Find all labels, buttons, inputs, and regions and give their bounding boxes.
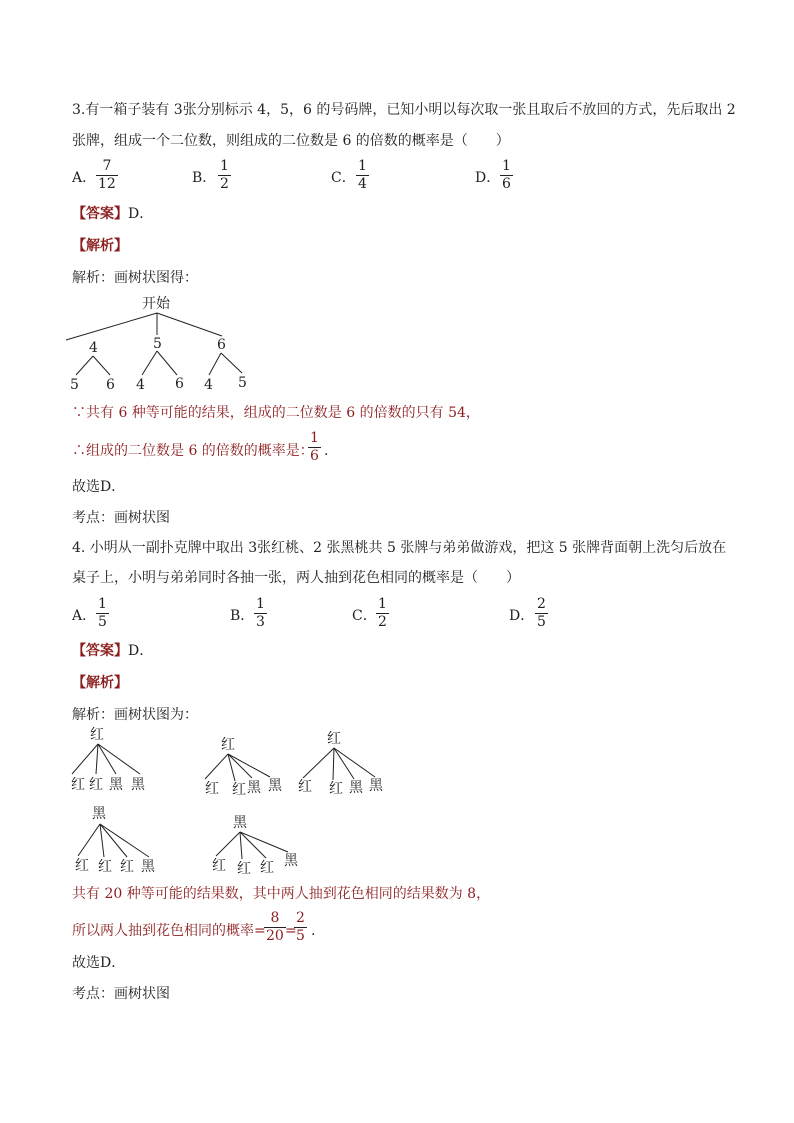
q4-option-a-fraction: 1 5 <box>98 596 107 630</box>
q4-tree5-leaf: 红 <box>260 860 274 876</box>
q4-reason-1: 共有 20 种等可能的结果数，其中两人抽到花色相同的结果数为 8， <box>72 886 491 902</box>
q4-tree3-leaf: 黑 <box>349 780 363 796</box>
q3-option-b-fraction: 1 2 <box>220 158 229 192</box>
q4-stem-line2: 桌子上，小明与弟弟同时各抽一张，两人抽到花色相同的概率是（ ） <box>72 570 520 586</box>
q4-stem-line1: 4. 小明从一副扑克牌中取出 3张红桃、2 张黑桃共 5 张牌与弟弟做游戏，把这 5 张牌背面朝上洗匀后放在 <box>72 540 727 556</box>
q4-option-d-fraction: 2 5 <box>537 596 546 630</box>
q4-tree2-leaf: 黑 <box>268 778 282 794</box>
q3-tree-leaf: 4 <box>136 377 145 393</box>
q3-tree-root: 开始 <box>142 296 170 312</box>
q4-answer-tag: 【答案】D． <box>72 643 154 659</box>
q3-conclusion: 故选D． <box>72 479 126 495</box>
q4-tree5-leaf: 红 <box>237 861 251 877</box>
q4-tree4-leaf: 红 <box>75 858 89 874</box>
q3-topic: 考点：画树状图 <box>72 510 170 526</box>
q4-option-d-label: D． <box>509 608 535 624</box>
q3-option-a-label: A． <box>72 170 97 186</box>
q4-tree4-leaf: 红 <box>120 859 134 875</box>
q3-answer-tag: 【答案】D． <box>72 206 154 222</box>
q4-reason-2: 所以两人抽到花色相同的概率= <box>72 923 266 939</box>
q3-analysis-tag: 【解析】 <box>72 238 128 254</box>
q4-option-b-fraction: 1 3 <box>256 596 265 630</box>
q4-equals-sign: = <box>285 923 297 939</box>
q4-tree1-leaf: 红 <box>89 777 103 793</box>
q4-tree2-root: 红 <box>221 737 235 753</box>
q3-option-a-fraction: 7 12 <box>98 158 116 192</box>
q3-option-c-fraction: 1 4 <box>358 158 367 192</box>
q3-tree-leaf: 6 <box>106 377 115 393</box>
q4-answer: D． <box>128 643 154 659</box>
q4-tree4-leaf: 黑 <box>141 859 155 875</box>
q3-tree-node-5: 5 <box>153 336 162 352</box>
q3-stem-line1: 3.有一箱子装有 3张分别标示 4，5，6 的号码牌，已知小明以每次取一张且取后不放回的方式，先后取出 2 <box>72 102 736 118</box>
q3-reason-2-period: . <box>324 443 329 459</box>
q4-fraction-8-20: 8 20 <box>266 910 284 944</box>
q4-tree1-leaf: 黑 <box>109 777 123 793</box>
q4-tree2-leaf: 黑 <box>247 780 261 796</box>
q4-reason-2-period: . <box>311 923 316 939</box>
q4-tree3-leaf: 红 <box>298 779 312 795</box>
q3-analysis-intro: 解析：画树状图得： <box>72 270 198 286</box>
q3-reason-2: ∴组成的二位数是 6 的倍数的概率是： <box>72 443 314 459</box>
q4-tree2-leaf: 红 <box>205 781 219 797</box>
q4-option-c-fraction: 1 2 <box>378 596 387 630</box>
q4-tree4-leaf: 红 <box>98 859 112 875</box>
q3-tree-node-6: 6 <box>217 337 226 353</box>
q3-tree-leaf: 6 <box>175 376 184 392</box>
q4-option-c-label: C． <box>352 608 377 624</box>
q4-tree5-leaf: 黑 <box>284 853 298 869</box>
q3-tree-leaf: 4 <box>204 377 213 393</box>
q3-option-d-fraction: 1 6 <box>502 158 511 192</box>
q4-tree3-root: 红 <box>327 731 341 747</box>
q4-tree1-root: 红 <box>90 727 104 743</box>
q4-topic: 考点：画树状图 <box>72 986 170 1002</box>
q4-option-a-label: A． <box>72 608 97 624</box>
q4-tree5-leaf: 红 <box>212 858 226 874</box>
q4-tree1-leaf: 红 <box>71 777 85 793</box>
q4-analysis-tag: 【解析】 <box>72 675 128 691</box>
q3-answer: D． <box>128 206 154 222</box>
q4-tree5-root: 黑 <box>233 815 247 831</box>
q4-analysis-intro: 解析：画树状图为： <box>72 707 198 723</box>
q4-conclusion: 故选D． <box>72 955 126 971</box>
q4-tree1-leaf: 黑 <box>131 777 145 793</box>
q3-reason-1: ∵共有 6 种等可能的结果，组成的二位数是 6 的倍数的只有 54， <box>72 405 480 421</box>
q3-tree-leaf: 5 <box>70 377 79 393</box>
q4-tree3-leaf: 红 <box>329 781 343 797</box>
q3-stem-line2: 张牌，组成一个二位数，则组成的二位数是 6 的倍数的概率是（ ） <box>72 133 510 149</box>
q4-tree2-leaf: 红 <box>232 782 246 798</box>
q3-option-c-label: C． <box>331 170 356 186</box>
q4-tree3-leaf: 黑 <box>369 778 383 794</box>
q3-probability-fraction: 1 6 <box>310 430 319 464</box>
q3-option-d-label: D． <box>475 170 501 186</box>
q4-fraction-2-5: 2 5 <box>296 910 305 944</box>
q3-tree-leaf: 5 <box>238 375 247 391</box>
q4-option-b-label: B． <box>230 608 255 624</box>
q3-option-b-label: B． <box>192 170 217 186</box>
q3-tree-node-4: 4 <box>89 340 98 356</box>
q4-tree4-root: 黑 <box>92 806 106 822</box>
